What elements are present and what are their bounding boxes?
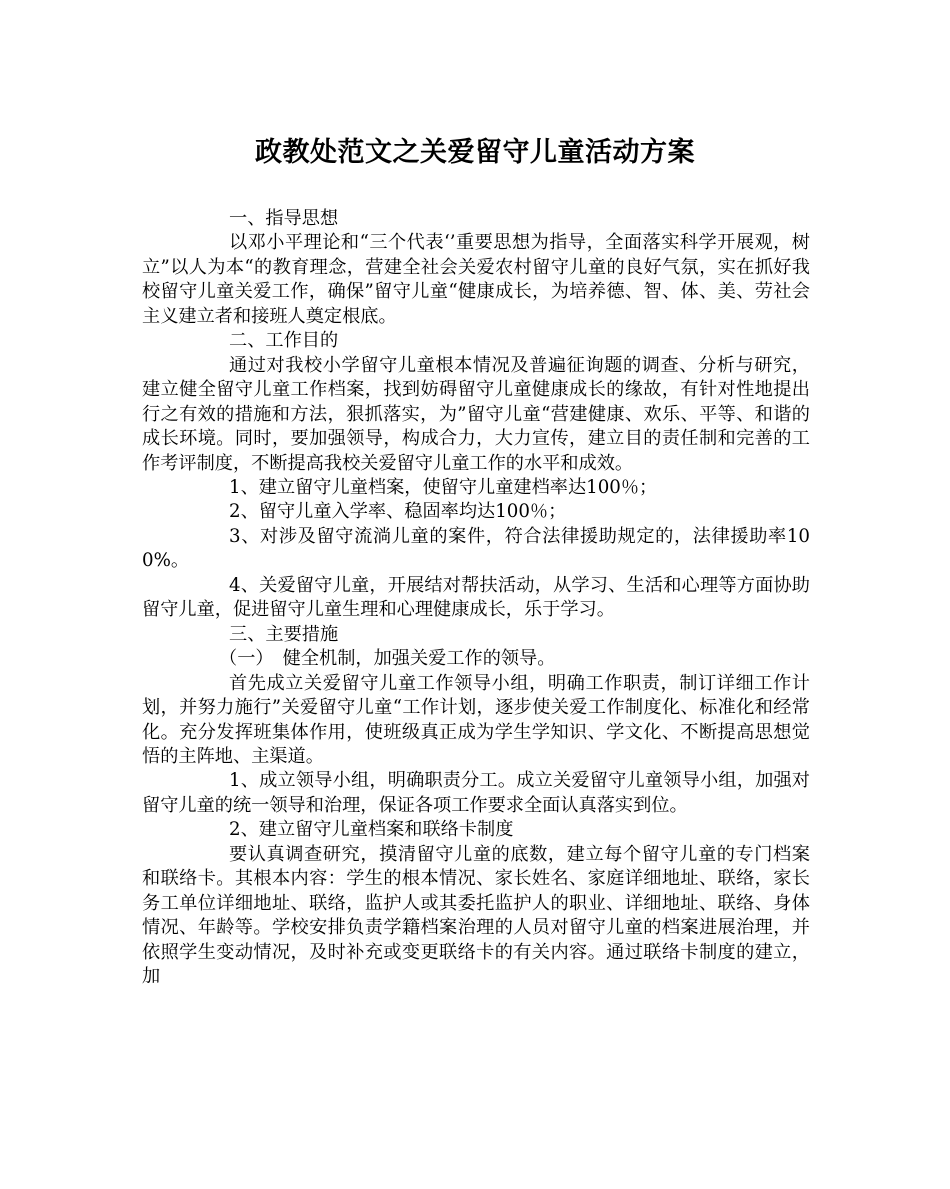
paragraph-leadership-group: 首先成立关爱留守儿童工作领导小组，明确工作职责，制订详细工作计划，并努力施行”关爱留守儿童“工作计划，逐步使关爱工作制度化、标准化和经常化。充分发挥班集体作用，使班级真正成为学生学知识、学文化、不断提高思想觉悟的主阵地、主渠道。	[142, 672, 810, 767]
goal-item-4: 4、关爱留守儿童，开展结对帮扶活动，从学习、生活和心理等方面协助留守儿童，促进留守儿童生理和心理健康成长，乐于学习。	[142, 574, 810, 621]
measure-item-1: 1、成立领导小组，明确职责分工。成立关爱留守儿童领导小组，加强对留守儿童的统一领导和治理，保证各项工作要求全面认真落实到位。	[142, 770, 810, 816]
goal-item-3: 3、对涉及留守流淌儿童的案件，符合法律援助规定的，法律援助率100%。	[142, 525, 810, 572]
paragraph-guiding-ideology: 以邓小平理论和“三个代表‘’重要思想为指导，全面落实科学开展观，树立”以人为本“的教育理念，营建全社会关爱农村留守儿童的良好气氛，实在抓好我校留守儿童关爱工作，确保”留守儿童“健康成长，为培养德、智、体、美、劳社会主义建立者和接班人奠定根底。	[142, 232, 810, 327]
paragraph-work-goals: 通过对我校小学留守儿童根本情况及普遍征询题的调查、分析与研究，建立健全留守儿童工作档案，找到妨碍留守儿童健康成长的缘故，有针对性地提出行之有效的措施和方法，狠抓落实，为”留守儿童“营建健康、欢乐、平等、和谐的成长环境。同时，要加强领导，构成合力，大力宣传，建立目的责任制和完善的工作考评制度，不断提高我校关爱留守儿童工作的水平和成效。	[142, 354, 810, 474]
measure-item-2-heading: 2、建立留守儿童档案和联络卡制度	[229, 819, 514, 841]
section-heading-work-goals: 二、工作目的	[229, 330, 339, 352]
paragraph-archives-contact-cards: 要认真调查研究，摸清留守儿童的底数，建立每个留守儿童的专门档案和联络卡。其根本内容：学生的根本情况、家长姓名、家庭详细地址、联络，家长务工单位详细地址、联络，监护人或其委托监护人的职业、详细地址、联络、身体情况、年龄等。学校安排负责学籍档案治理的人员对留守儿童的档案进展治理，并依照学生变动情况，及时补充或变更联络卡的有关内容。通过联络卡制度的建立，加	[142, 843, 810, 988]
document-title: 政教处范文之关爱留守儿童活动方案	[255, 137, 695, 168]
section-heading-main-measures: 三、主要措施	[229, 623, 339, 645]
goal-item-2: 2、留守儿童入学率、稳固率均达100％；	[229, 501, 567, 523]
document-body	[142, 207, 810, 990]
goal-item-1: 1、建立留守儿童档案，使留守儿童建档率达100％；	[229, 476, 658, 498]
subsection-heading-mechanism: （一） 健全机制，加强关爱工作的领导。	[219, 648, 556, 670]
section-heading-guiding-ideology: 一、指导思想	[229, 208, 339, 229]
